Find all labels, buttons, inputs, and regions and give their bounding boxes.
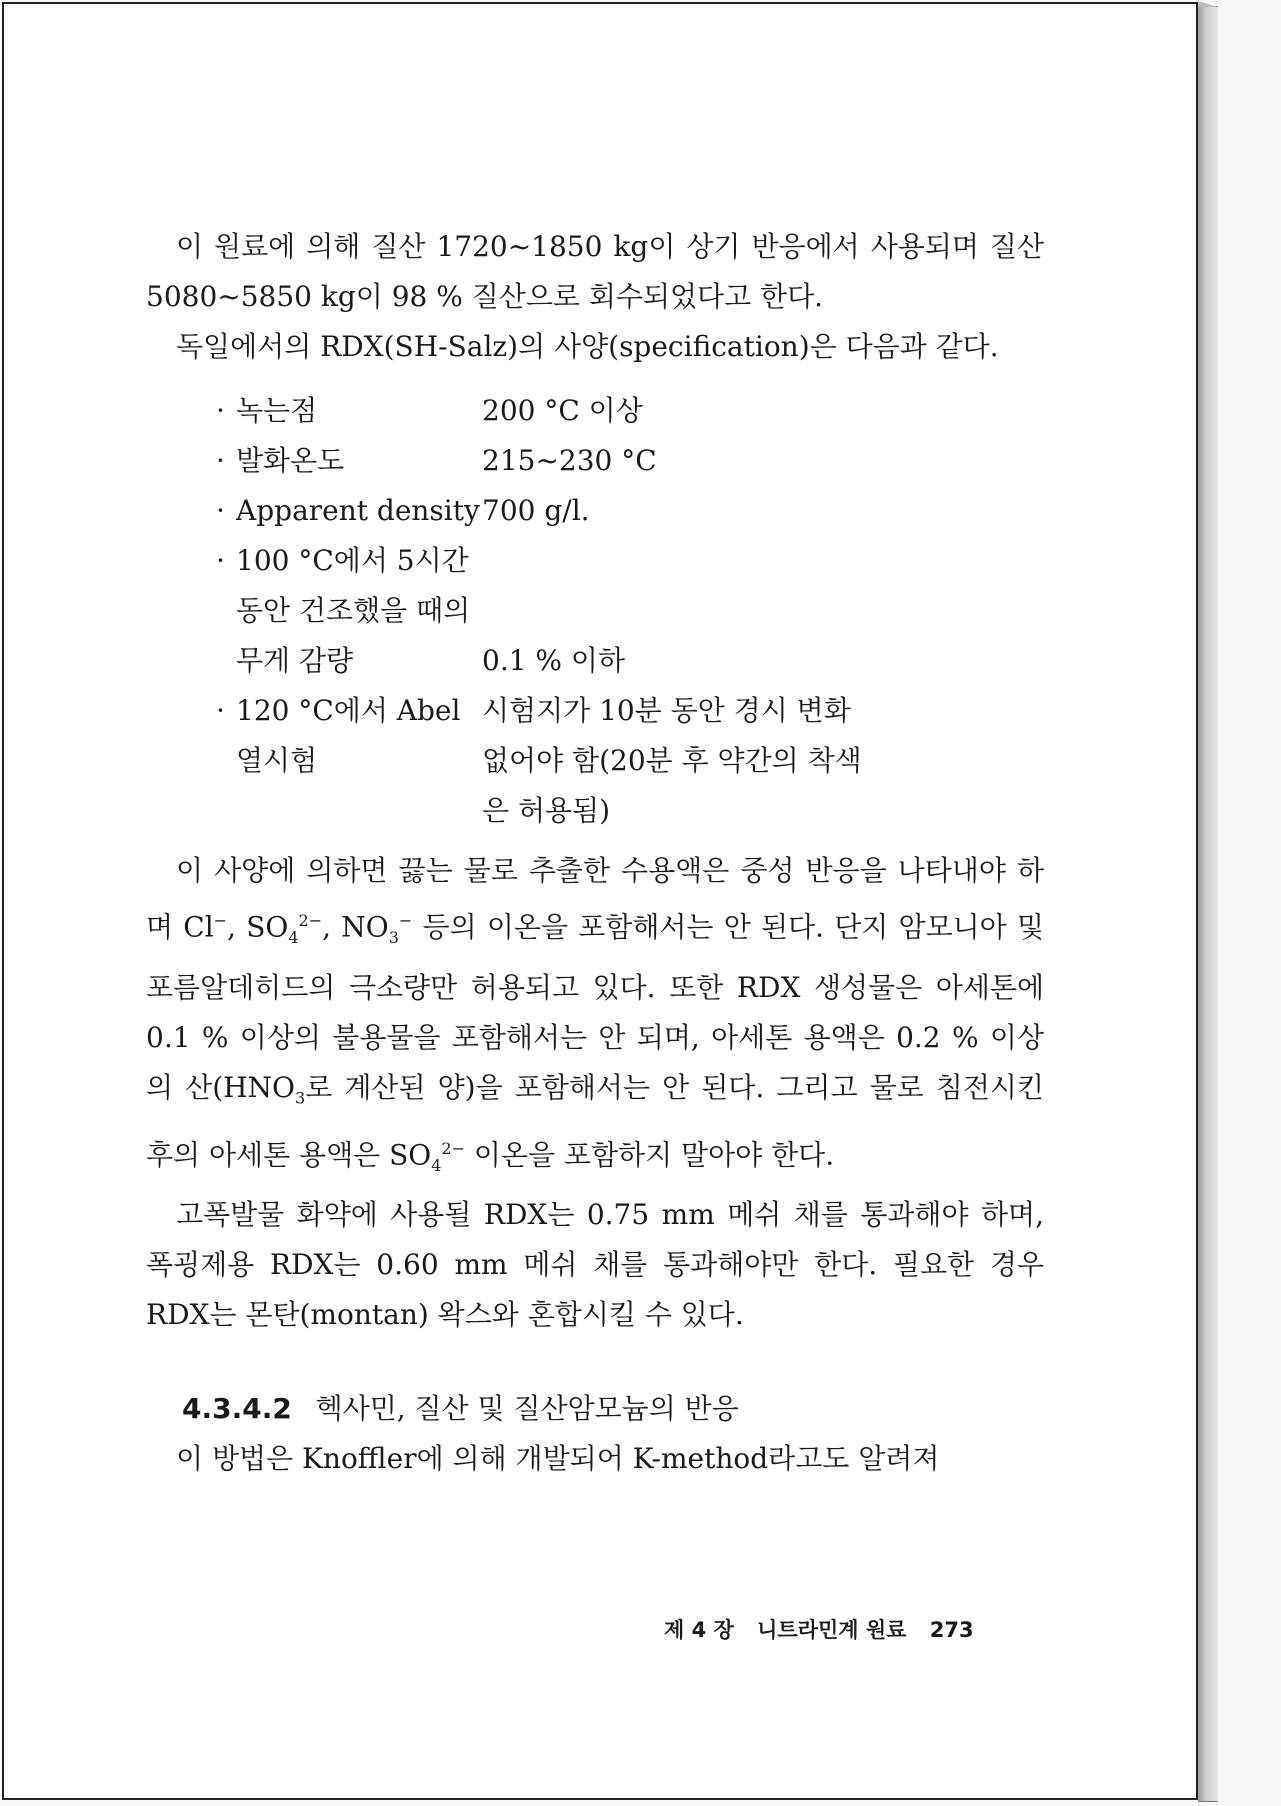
bullet-icon: · bbox=[216, 394, 225, 427]
spec-label: 녹는점 bbox=[236, 394, 318, 427]
spec-value: 0.1 % 이하 bbox=[482, 644, 626, 677]
spec-row-melting-point bbox=[146, 386, 1044, 436]
spec-label: Apparent density bbox=[236, 494, 480, 527]
page-footer bbox=[664, 1614, 1024, 1644]
spec-label: 100 °C에서 5시간 동안 건조했을 때의 무게 감량 bbox=[236, 544, 471, 677]
paragraph-mesh-requirements: 고폭발물 화약에 사용될 RDX는 0.75 mm 메쉬 채를 통과해야 하며, 폭굉제용 RDX는 0.60 mm 메쉬 채를 통과해야만 한다. 필요한 경우 RDX는 몬탄(montan) 왁스와 혼합시킬 수 있다. bbox=[146, 1198, 1044, 1332]
paragraph-nitric-acid-recovery: 이 원료에 의해 질산 1720~1850 kg이 상기 반응에서 사용되며 질산 5080~5850 kg이 98 % 질산으로 회수되었다고 한다. bbox=[146, 230, 1044, 313]
bullet-icon: · bbox=[216, 544, 225, 577]
paragraph-rdx-specification-intro: 독일에서의 RDX(SH-Salz)의 사양(specification)은 다음과 같다. bbox=[176, 330, 999, 363]
spec-value: 215~230 °C bbox=[482, 444, 657, 477]
bullet-icon: · bbox=[216, 494, 225, 527]
section-number: 4.3.4.2 bbox=[182, 1392, 292, 1426]
book-page bbox=[2, 2, 1198, 1800]
page-number: 273 bbox=[929, 1618, 974, 1642]
chapter-number: 제 4 장 bbox=[664, 1618, 734, 1642]
chapter-title: 니트라민계 원료 bbox=[757, 1618, 907, 1642]
section-title: 헥사민, 질산 및 질산암모늄의 반응 bbox=[315, 1392, 739, 1426]
paragraph-k-method: 이 방법은 Knoffler에 의해 개발되어 K-method라고도 알려져 bbox=[176, 1442, 940, 1476]
specification-list bbox=[146, 386, 1044, 836]
page-edge-shadow bbox=[1198, 6, 1218, 1802]
bullet-icon: · bbox=[216, 694, 225, 727]
spec-label: 120 °C에서 Abel 열시험 bbox=[236, 694, 461, 777]
spec-row-drying-weight-loss bbox=[146, 536, 1044, 686]
spec-row-apparent-density bbox=[146, 486, 1044, 536]
page-content bbox=[146, 222, 1044, 1484]
spec-value: 시험지가 10분 동안 경시 변화 없어야 함(20분 후 약간의 착색은 허용됨) bbox=[482, 694, 862, 827]
spec-value: 700 g/l. bbox=[482, 494, 590, 527]
section-heading bbox=[182, 1384, 1044, 1434]
spec-row-ignition-temperature bbox=[146, 436, 1044, 486]
paragraph-specification-requirements: 이 사양에 의하면 끓는 물로 추출한 수용액은 중성 반응을 나타내야 하며 Cl−, $SO_4^{2-}$, $NO_3^-$ 등의 이온을 포함해서는 안 된다. 단지 암모니아 및 포름알데히드의 극소량만 허용되고 있다. 또한 RDX 생성물은 아세톤에 0.1 % 이상의 불용물을 포함해서는 안 되며, 아세톤 용액은 0.2 % 이상의 산($HNO_3$로 계산된 양)을 포함해서는 안 된다. 그리고 물로 침전시킨 후의 아세톤 용액은 $SO_4^{2-}$ 이온을 포함하지 말아야 한다. bbox=[146, 854, 1045, 1175]
bullet-icon: · bbox=[216, 444, 225, 477]
spec-row-abel-heat-test bbox=[146, 686, 1044, 836]
spec-label: 발화온도 bbox=[236, 444, 345, 477]
spec-value: 200 °C 이상 bbox=[482, 394, 643, 427]
